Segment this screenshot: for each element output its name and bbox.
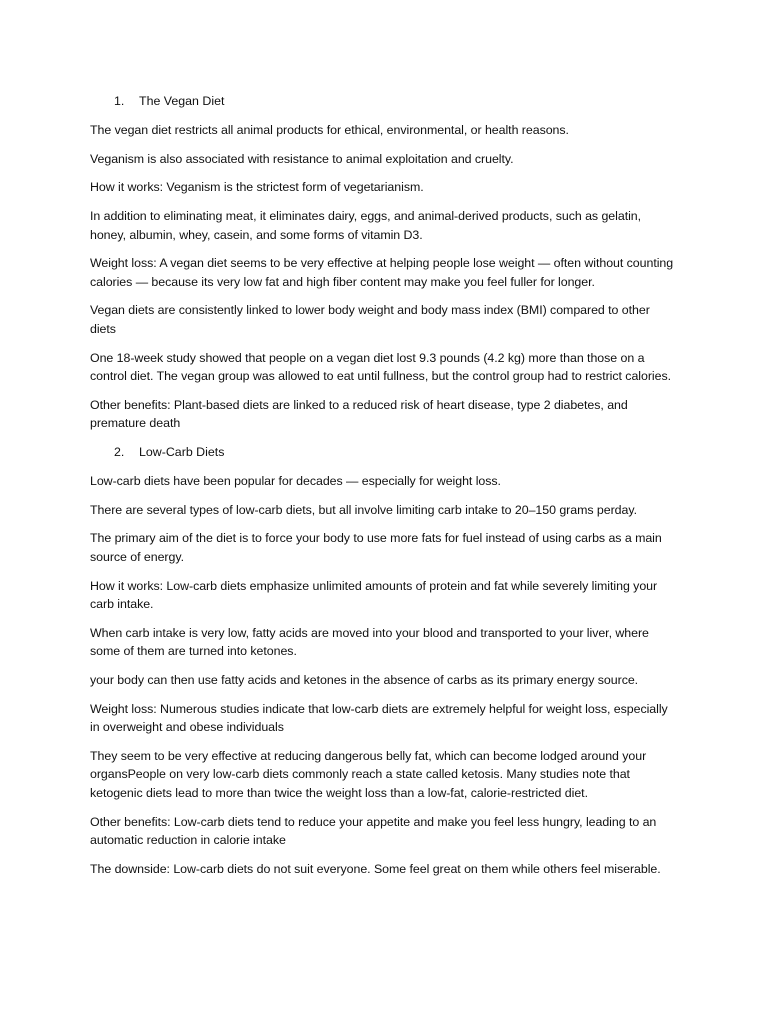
paragraph: How it works: Low-carb diets emphasize unlimited amounts of protein and fat while severely limiting your carb intake. <box>90 578 658 612</box>
section-title: The Vegan Diet <box>139 94 225 108</box>
section-heading-low-carb-diets <box>90 443 678 462</box>
paragraph: Weight loss: Numerous studies indicate that low-carb diets are extremely helpful for weight loss, especially in overweight and obese individuals <box>90 701 668 735</box>
paragraph: They seem to be very effective at reducing dangerous belly fat, which can become lodged around your organsPeople on very low-carb diets commonly reach a state called ketosis. Many studies note that ketogenic diets lead to more than twice the weight loss than a low-fat, calorie-restricted diet. <box>90 748 647 800</box>
section-title: Low-Carb Diets <box>139 445 225 459</box>
paragraph: The vegan diet restricts all animal products for ethical, environmental, or health reasons. <box>90 123 569 137</box>
paragraph: How it works: Veganism is the strictest form of vegetarianism. <box>90 180 424 195</box>
paragraph: The primary aim of the diet is to force your body to use more fats for fuel instead of using carbs as a main source of energy. <box>90 531 662 564</box>
paragraph: There are several types of low-carb diets, but all involve limiting carb intake to 20–150 grams perday. <box>90 502 637 517</box>
paragraph: Vegan diets are consistently linked to lower body weight and body mass index (BMI) compared to other diets <box>90 303 650 336</box>
paragraph: Low-carb diets have been popular for decades — especially for weight loss. <box>90 474 501 488</box>
paragraph: The downside: Low-carb diets do not suit everyone. Some feel great on them while others feel miserable. <box>90 861 661 876</box>
section-number: 2. <box>114 445 125 459</box>
paragraph: Other benefits: Low-carb diets tend to reduce your appetite and make you feel less hungry, leading to an automatic reduction in calorie intake <box>90 814 657 847</box>
paragraph: In addition to eliminating meat, it eliminates dairy, eggs, and animal-derived products, such as gelatin, honey, albumin, whey, casein, and some forms of vitamin D3. <box>90 209 642 242</box>
paragraph: Veganism is also associated with resistance to animal exploitation and cruelty. <box>90 151 514 166</box>
paragraph: your body can then use fatty acids and ketones in the absence of carbs as its primary energy source. <box>90 672 639 687</box>
paragraph: When carb intake is very low, fatty acids are moved into your blood and transported to your liver, where some of them are turned into ketones. <box>90 625 649 659</box>
paragraph: Weight loss: A vegan diet seems to be very effective at helping people lose weight — often without counting calories — because its very low fat and high fiber content may make you feel fuller for longer. <box>90 256 674 289</box>
section-heading-vegan-diet <box>90 92 678 111</box>
section-number: 1. <box>114 94 125 108</box>
paragraph: One 18-week study showed that people on a vegan diet lost 9.3 pounds (4.2 kg) more than those on a control diet. The vegan group was allowed to eat until fullness, but the control group had to restrict calories. <box>90 350 671 384</box>
paragraph: Other benefits: Plant-based diets are linked to a reduced risk of heart disease, type 2 diabetes, and premature death <box>90 397 628 431</box>
